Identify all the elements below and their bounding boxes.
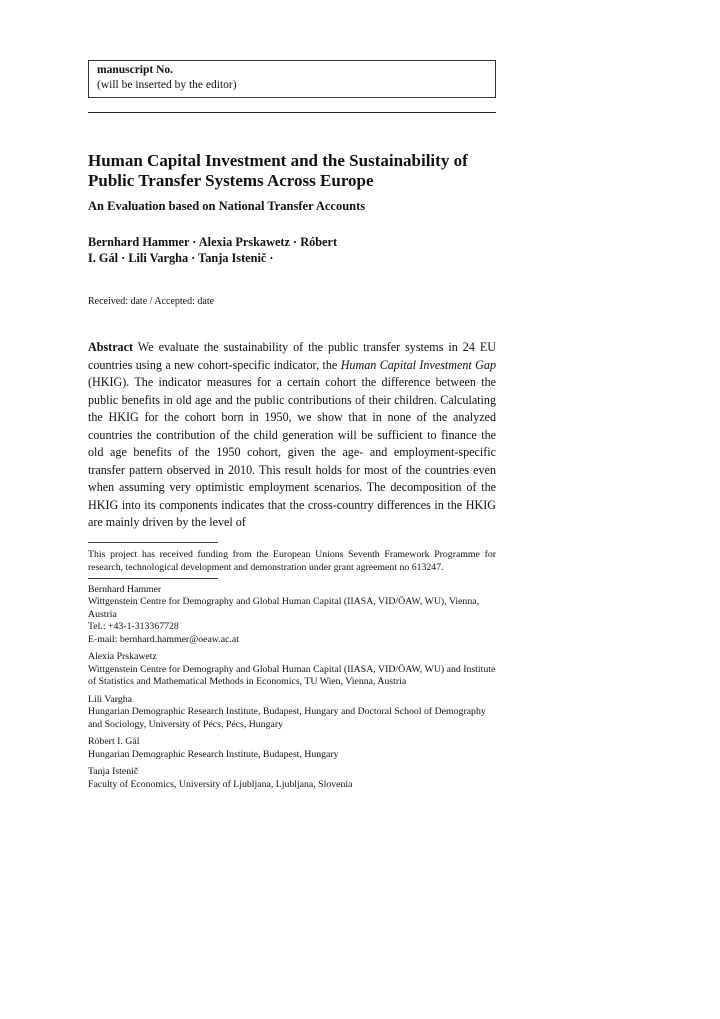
abstract (88, 339, 496, 532)
abstract-text-2: (HKIG). The indicator measures for a certain cohort the difference between the public benefits in old age and the public contributions of their children. Calculating the HKIG for the cohort born in 1950, we show that in none of the analyzed countries the contribution of the child generation will be sufficient to finance the old age benefits of the 1950 cohort, given the age- and employment-specific transfer pattern observed in 2010. This result holds for most of the countries even when assuming very optimistic employment scenarios. The decomposition of the HKIG into its components indicates that the cross-country differences in the HKIG are mainly driven by the level of (88, 375, 496, 529)
affiliation-line: Tel.: +43-1-313367728 (88, 621, 179, 632)
affiliation-block (88, 766, 496, 791)
affiliation-name: Róbert I. Gál (88, 736, 140, 747)
affiliation-rule (88, 578, 218, 579)
affiliation-line: E-mail: bernhard.hammer@oeaw.ac.at (88, 633, 239, 645)
header-rule (88, 112, 496, 113)
affiliation-block (88, 736, 496, 761)
affiliation-name: Tanja Istenič (88, 766, 139, 777)
paper-title: Human Capital Investment and the Sustainability of Public Transfer Systems Across Europe (88, 151, 468, 190)
affiliation-line: Wittgenstein Centre for Demography and Global Human Capital (IIASA, VID/ÖAW, WU) and Institute of Statistics and Mathematical Methods in Economics, TU Wien, Vienna, Austria (88, 663, 496, 687)
affiliation-name: Lili Vargha (88, 693, 132, 705)
manuscript-number: manuscript No. (97, 64, 174, 76)
abstract-heading: Abstract (88, 340, 134, 354)
abstract-text-1: We evaluate the sustainability of the public transfer systems in 24 EU countries using a new cohort-specific indicator, the (88, 340, 496, 372)
manuscript-box (88, 60, 496, 98)
paper-page (88, 60, 496, 796)
affiliation-line: Hungarian Demographic Research Institute, Budapest, Hungary (88, 748, 339, 760)
affiliation-block (88, 651, 496, 689)
affiliation-name: Bernhard Hammer (88, 583, 162, 595)
affiliation-line: Wittgenstein Centre for Demography and Global Human Capital (IIASA, VID/ÖAW, WU), Vienna, Austria (88, 596, 480, 620)
funding-note: This project has received funding from the European Unions Seventh Framework Programme for research, technological development and demonstration under grant agreement no 613247. (88, 548, 496, 573)
affiliation-block (88, 694, 496, 732)
affiliation-line: Faculty of Economics, University of Ljubljana, Ljubljana, Slovenia (88, 778, 353, 790)
affiliations (88, 584, 496, 792)
affiliation-line: Hungarian Demographic Research Institute, Budapest, Hungary and Doctoral School of Demography and Sociology, University of Pécs, Pécs, Hungary (88, 706, 486, 730)
affiliation-name: Alexia Prskawetz (88, 651, 157, 662)
paper-subtitle: An Evaluation based on National Transfer Accounts (88, 199, 366, 213)
affiliation-block (88, 584, 496, 647)
received-date: Received: date / Accepted: date (88, 296, 215, 307)
footnote-rule (88, 542, 218, 543)
manuscript-note: (will be inserted by the editor) (97, 79, 237, 91)
author-list: Bernhard Hammer · Alexia Prskawetz · Róbert I. Gál · Lili Vargha · Tanja Istenič · (88, 235, 338, 265)
abstract-term: Human Capital Investment Gap (340, 357, 496, 372)
